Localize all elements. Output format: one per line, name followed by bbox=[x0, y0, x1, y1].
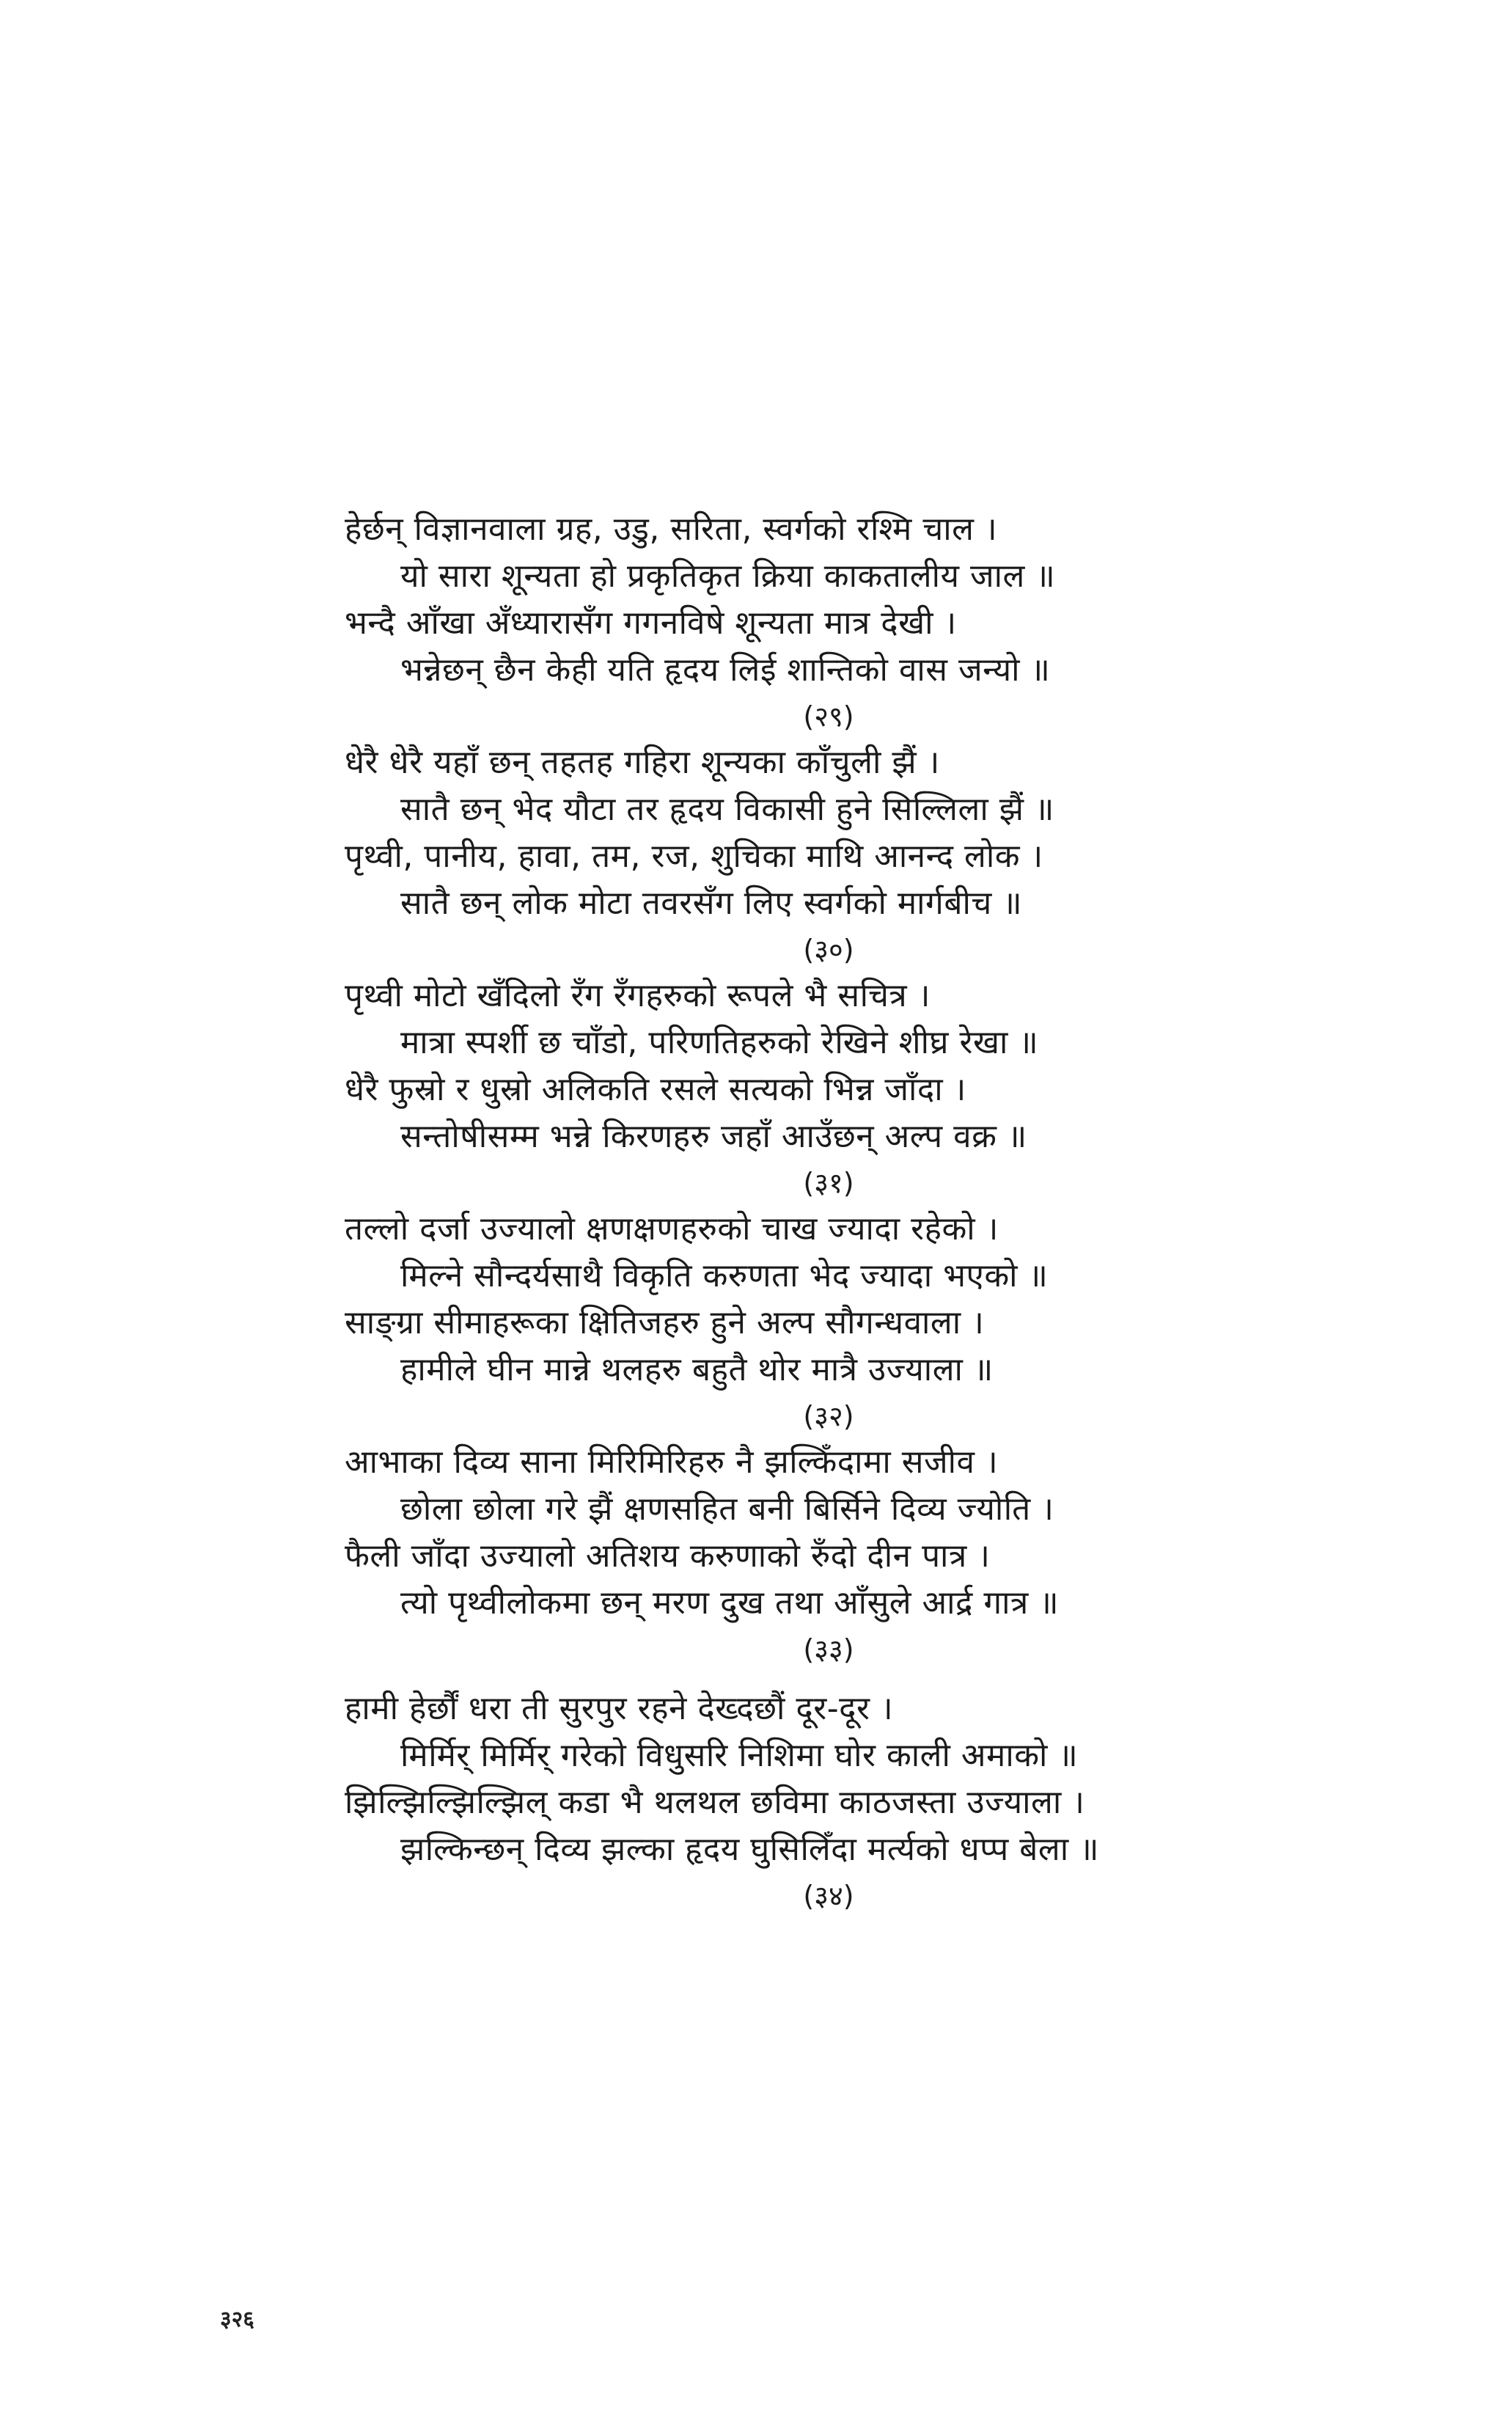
verse-line: छोला छोला गरे झैं क्षणसहित बनी बिर्सिने दिव्य ज्योति । bbox=[400, 1490, 1054, 1528]
verse-line: त्यो पृथ्वीलोकमा छन् मरण दुख तथा आँसुले आर्द्र गात्र ॥ bbox=[400, 1584, 1060, 1622]
verse-number: (३०) bbox=[803, 934, 854, 966]
verse-line: पृथ्वी मोटो खँदिलो रँग रँगहरुको रूपले भै सचित्र । bbox=[345, 977, 931, 1014]
stanza-33 bbox=[345, 1439, 1269, 1672]
verse-number: (२९) bbox=[803, 700, 854, 733]
verse-line: पृथ्वी, पानीय, हावा, तम, रज, शुचिका माथि आनन्द लोक । bbox=[345, 838, 1043, 875]
poem-body bbox=[345, 506, 1269, 1919]
verse-line: धेरै धेरै यहाँ छन् तहतह गहिरा शून्यका काँचुली झैं । bbox=[345, 744, 940, 781]
verse-number: (३३) bbox=[803, 1633, 854, 1666]
verse-line: सातै छन् भेद यौटा तर हृदय विकासी हुने सिल्लिला झैं ॥ bbox=[400, 791, 1054, 828]
verse-number: (३४) bbox=[803, 1880, 854, 1912]
verse-number: (३२) bbox=[803, 1400, 854, 1432]
verse-line: धेरै फुस्रो र धुस्रो अलिकति रसले सत्यको भिन्न जाँदा । bbox=[345, 1071, 966, 1108]
stanza-29 bbox=[345, 506, 1269, 739]
verse-line: भन्दै आँखा अँध्यारासँग गगनविषे शून्यता मात्र देखी । bbox=[345, 604, 957, 642]
verse-line: हामीले घीन मान्ने थलहरु बहुतै थोर मात्रै उज्याला ॥ bbox=[400, 1351, 994, 1388]
verse-line: मिल्ने सौन्दर्यसाथै विकृति करुणता भेद ज्यादा भएको ॥ bbox=[400, 1257, 1049, 1295]
verse-line: साङ्ग्रा सीमाहरूका क्षितिजहरु हुने अल्प सौगन्धवाला । bbox=[345, 1304, 985, 1341]
verse-line: फैली जाँदा उज्यालो अतिशय करुणाको रुँदो दीन पात्र । bbox=[345, 1537, 991, 1575]
verse-line: यो सारा शून्यता हो प्रकृतिकृत क्रिया काकतालीय जाल ॥ bbox=[400, 557, 1056, 595]
verse-line: झिल्झिल्झिल्झिल् कडा भै थलथल छविमा काठजस्ता उज्याला । bbox=[345, 1784, 1085, 1821]
page-number: ३२६ bbox=[220, 2307, 254, 2332]
verse-line: सन्तोषीसम्म भन्ने किरणहरु जहाँ आउँछन् अल्प वक्र ॥ bbox=[400, 1118, 1027, 1155]
stanza-31 bbox=[345, 973, 1269, 1206]
stanza-32 bbox=[345, 1206, 1269, 1439]
stanza-30 bbox=[345, 739, 1269, 973]
verse-line: सातै छन् लोक मोटा तवरसँग लिए स्वर्गको मार्गबीच ॥ bbox=[400, 885, 1023, 922]
verse-line: हेर्छन् विज्ञानवाला ग्रह, उडु, सरिता, स्वर्गको रश्मि चाल । bbox=[345, 510, 998, 548]
verse-line: झल्किन्छन् दिव्य झल्का हृदय घुसिलिँदा मर्त्यको धप्प बेला ॥ bbox=[400, 1831, 1099, 1868]
verse-line: तल्लो दर्जा उज्यालो क्षणक्षणहरुको चाख ज्यादा रहेको । bbox=[345, 1210, 999, 1248]
verse-line: मिर्मिर् मिर्मिर् गरेको विधुसरि निशिमा घोर काली अमाको ॥ bbox=[400, 1737, 1079, 1774]
stanza-34 bbox=[345, 1685, 1269, 1919]
verse-line: आभाका दिव्य साना मिरिमिरिहरु नै झल्किँदामा सजीव । bbox=[345, 1443, 999, 1481]
verse-line: भन्नेछन् छैन केही यति हृदय लिई शान्तिको वास जन्यो ॥ bbox=[400, 651, 1051, 689]
verse-line: हामी हेर्छौं धरा ती सुरपुर रहने देख्दछौं दूर-दूर । bbox=[345, 1690, 894, 1727]
verse-number: (३१) bbox=[803, 1167, 854, 1199]
verse-line: मात्रा स्पर्शी छ चाँडो, परिणतिहरुको रेखिने शीघ्र रेखा ॥ bbox=[400, 1024, 1039, 1061]
